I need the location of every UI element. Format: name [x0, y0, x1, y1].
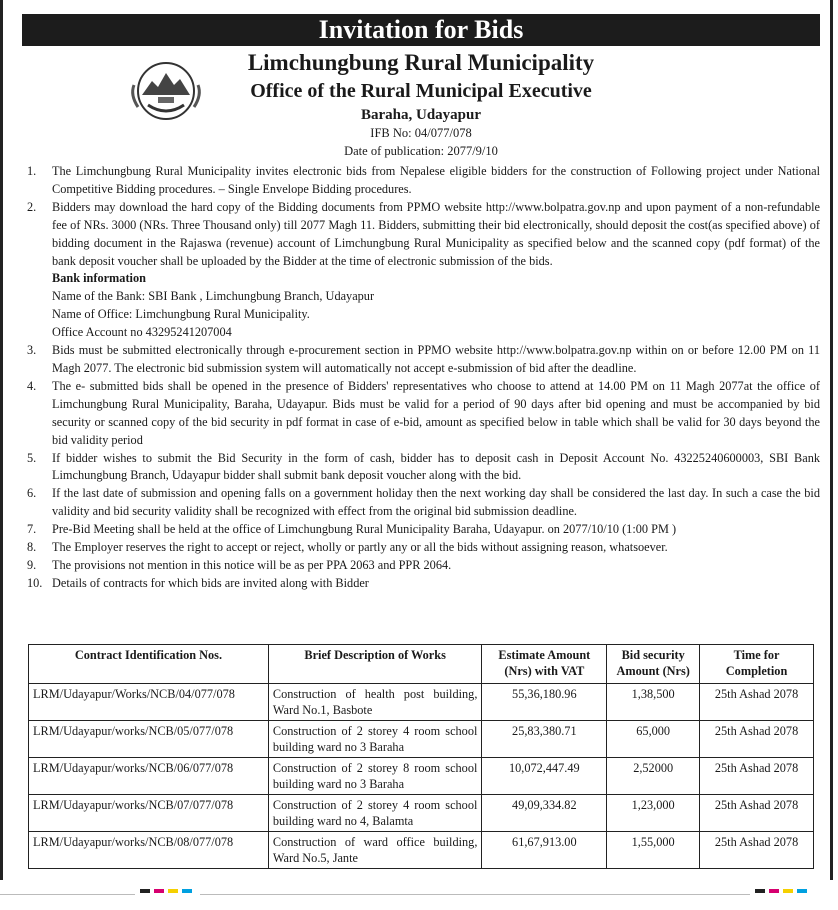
- completion-time: 25th Ashad 2078: [700, 684, 814, 721]
- contract-id: LRM/Udayapur/Works/NCB/04/077/078: [29, 684, 269, 721]
- footer-rule: [0, 894, 135, 895]
- bid-security-amount: 1,23,000: [607, 795, 700, 832]
- contract-id: LRM/Udayapur/works/NCB/06/077/078: [29, 758, 269, 795]
- bank-name: Name of the Bank: SBI Bank , Limchungbung Branch, Udayapur: [52, 289, 375, 304]
- contracts-table: [28, 644, 814, 869]
- list-item: 9. The provisions not mention in this notice will be as per PPA 2063 and PPR 2064.: [27, 557, 452, 572]
- work-description: Construction of ward office building, Ward No.5, Jante: [268, 832, 482, 869]
- list-item: 4. The e- submitted bids shall be opened in the presence of Bidders' representatives who choose to attend at 14.00 PM on 11 Magh 2077at the office of Limchungbung Rural Municipality, Baraha, Udayapur. Bids must be valid for a period of 90 days after bid opening and must be accompanied by bid security or scanned copy of the bid security in pdf format in case of e-bid, amount as specified below in table which shall be valid for 30 days beyond the bid validity period: [27, 378, 820, 447]
- header-bid-security: Bid security Amount (Nrs): [607, 645, 700, 684]
- bid-security-amount: 1,38,500: [607, 684, 700, 721]
- table-row: [29, 721, 814, 758]
- table-header-row: [29, 645, 814, 684]
- municipality-name: Limchungbung Rural Municipality: [247, 50, 595, 75]
- contract-id: LRM/Udayapur/works/NCB/05/077/078: [29, 721, 269, 758]
- notice-title: Invitation for Bids: [22, 14, 820, 46]
- ifb-number: IFB No: 04/077/078: [370, 126, 472, 140]
- list-item: 7. Pre-Bid Meeting shall be held at the office of Limchungbung Rural Municipality Baraha, Udayapur. on 2077/10/10 (1:00 PM ): [27, 522, 677, 537]
- header-contract-id: Contract Identification Nos.: [29, 645, 269, 684]
- notice-body: [22, 163, 820, 593]
- contract-id: LRM/Udayapur/works/NCB/08/077/078: [29, 832, 269, 869]
- list-item: 1. The Limchungbung Rural Municipality invites electronic bids from Nepalese eligible bidders for the construction of Following project under National Competitive Bidding procedures. – Single Envelope Bidding procedures.: [27, 164, 820, 196]
- estimate-amount: 10,072,447.49: [482, 758, 607, 795]
- bid-security-amount: 65,000: [607, 721, 700, 758]
- bid-security-amount: 2,52000: [607, 758, 700, 795]
- table-row: [29, 795, 814, 832]
- bank-heading: Bank information: [52, 271, 146, 286]
- right-border: [830, 0, 833, 880]
- footer-rule: [200, 894, 750, 895]
- work-description: Construction of health post building, Ward No.1, Basbote: [268, 684, 482, 721]
- completion-time: 25th Ashad 2078: [700, 832, 814, 869]
- print-marks: [140, 889, 192, 895]
- bid-security-amount: 1,55,000: [607, 832, 700, 869]
- completion-time: 25th Ashad 2078: [700, 795, 814, 832]
- table-row: [29, 684, 814, 721]
- list-item: 5. If bidder wishes to submit the Bid Security in the form of cash, bidder has to deposit cash in Deposit Account No. 43225240600003, SBI Bank Limchungbung Branch, Udayapur bidder shall submit bank deposit voucher along with the bid.: [27, 450, 820, 483]
- bank-information: [22, 270, 820, 342]
- work-description: Construction of 2 storey 4 room school building ward no 4, Balamta: [268, 795, 482, 832]
- publication-date: Date of publication: 2077/9/10: [344, 144, 498, 158]
- header-estimate: Estimate Amount (Nrs) with VAT: [482, 645, 607, 684]
- work-description: Construction of 2 storey 8 room school building ward no 3 Baraha: [268, 758, 482, 795]
- completion-time: 25th Ashad 2078: [700, 721, 814, 758]
- list-item: 8. The Employer reserves the right to accept or reject, wholly or partly any or all the bids without assigning reason, whatsoever.: [27, 540, 668, 555]
- office-name-line: Name of Office: Limchungbung Rural Municipality.: [52, 307, 310, 322]
- list-item: 3. Bids must be submitted electronically through e-procurement section in PPMO website http://www.bolpatra.gov.np within on or before 12.00 PM on 11 Magh 2077. The electronic bid submission system will automatically not accept e-submission of bid after the deadline.: [27, 343, 820, 375]
- estimate-amount: 25,83,380.71: [482, 721, 607, 758]
- header-description: Brief Description of Works: [268, 645, 482, 684]
- contract-id: LRM/Udayapur/works/NCB/07/077/078: [29, 795, 269, 832]
- location: Baraha, Udayapur: [360, 107, 482, 123]
- estimate-amount: 61,67,913.00: [482, 832, 607, 869]
- office-name: Office of the Rural Municipal Executive: [250, 80, 592, 102]
- completion-time: 25th Ashad 2078: [700, 758, 814, 795]
- table-row: [29, 758, 814, 795]
- left-border: [0, 0, 3, 880]
- list-item: 10. Details of contracts for which bids are invited along with Bidder: [27, 575, 369, 590]
- list-item: 6. If the last date of submission and opening falls on a government holiday then the next working day shall be considered the last day. In such a case the bid validity and bid security validity shall be recognized with effect from the original bid submission deadline.: [27, 486, 820, 519]
- table-row: [29, 832, 814, 869]
- estimate-amount: 55,36,180.96: [482, 684, 607, 721]
- estimate-amount: 49,09,334.82: [482, 795, 607, 832]
- print-marks: [755, 889, 807, 895]
- work-description: Construction of 2 storey 4 room school building ward no 3 Baraha: [268, 721, 482, 758]
- header-completion: Time for Completion: [700, 645, 814, 684]
- office-account: Office Account no 43295241207004: [52, 325, 232, 340]
- list-item: 2. Bidders may download the hard copy of the Bidding documents from PPMO website http://www.bolpatra.gov.np and upon payment of a non-refundable fee of NRs. 3000 (NRs. Three Thousand only) till 2077 Magh 11. Bidders, submitting their bid electronically, should deposit the cost(as specified above) of bidding document in the Rajaswa (revenue) account of Limchungbung Rural Municipality as specified below and the scanned copy (pdf format) of the bank deposit voucher shall be uploaded by the Bidder at the time of electronic submission of the bids.: [27, 199, 820, 268]
